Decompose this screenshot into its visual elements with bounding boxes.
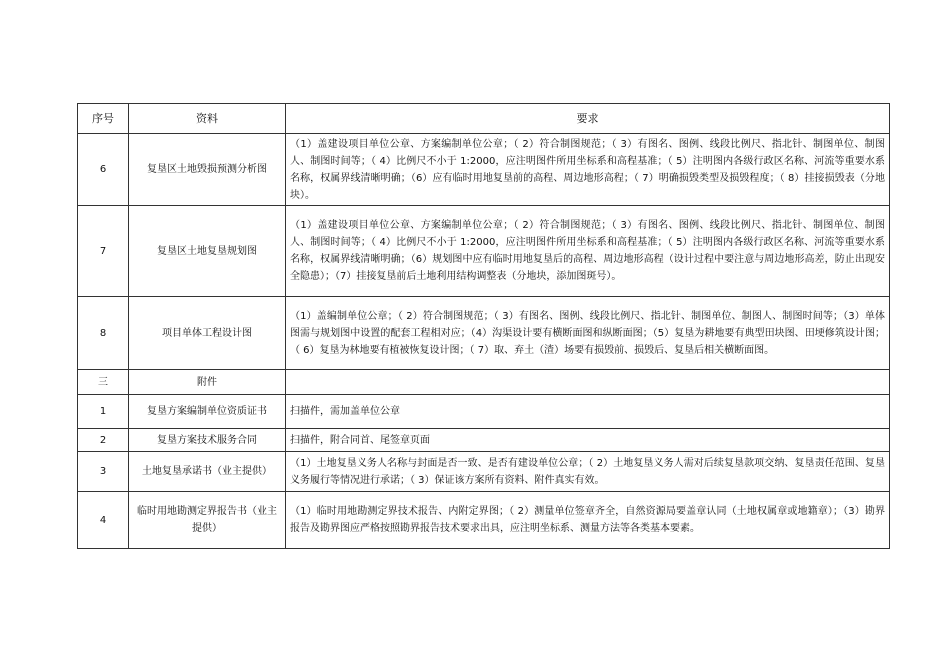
row-name-text: 复垦方案编制单位资质证书 [147,406,267,417]
row-name [129,452,286,492]
row-requirement [286,492,890,549]
table-header-row [78,104,890,134]
row-requirement-text: 扫描件，需加盖单位公章 [290,406,400,417]
row-name [129,297,286,370]
row-no: 2 [78,429,129,452]
row-name-text: 复垦区土地毁损预测分析图 [147,164,267,175]
row-no: 8 [78,297,129,370]
table-row [78,206,890,297]
row-no: 1 [78,395,129,429]
row-no: 7 [78,206,129,297]
row-no: 4 [78,492,129,549]
row-no: 6 [78,134,129,206]
row-requirement [286,134,890,206]
row-name-text: 土地复垦承诺书（业主提供） [142,466,272,477]
row-requirement-text: （1）临时用地勘测定界技术报告、内附定界图；（ 2）测量单位签章齐全，自然资源局要盖章认同（土地权属章或地籍章）；（3）勘界报告及勘界图应严格按照勘界报告技术要求出具，应注明坐标系、测量方法等各类基本要素。 [290,506,885,534]
section-row [78,370,890,395]
table-row [78,134,890,206]
row-name-text: 项目单体工程设计图 [162,327,252,339]
row-requirement-text: （1）盖建设项目单位公章、方案编制单位公章；（ 2）符合制图规范；（ 3）有图名、图例、线段比例尺、指北针、制图单位、制图人、制图时间等；（ 4）比例尺不小于 1:2000，应注明图件所用坐标系和高程基准；（ 5）注明图内各级行政区名称、河流等重要水系名称，权属界线清晰明确；（6）规划图中应有临时用地复垦后的高程、周边地形高程（设计过程中要注意与周边地形高差，防止出现安全隐患）；（7）挂接复垦前后土地利用结构调整表（分地块，添加图斑号）。 [290,220,885,282]
table-row [78,452,890,492]
section-name: 附件 [129,370,286,395]
row-requirement [286,429,890,452]
row-requirement-text: （1）盖建设项目单位公章、方案编制单位公章；（ 2）符合制图规范；（ 3）有图名、图例、线段比例尺、指北针、制图单位、制图人、制图时间等；（ 4）比例尺不小于 1:2000，应注明图件所用坐标系和高程基准；（ 5）注明图内各级行政区名称、河流等重要水系名称，权属界线清晰明确；（6）应有临时用地复垦前的高程、周边地形高程；（ 7）明确损毁类型及损毁程度；（ 8）挂接损毁表（分地块）。 [290,138,885,201]
row-requirement-text: （1）盖编制单位公章；（ 2）符合制图规范；（ 3）有图名、图例、线段比例尺、指北针、制图单位、制图人、制图时间等；（3）单体图需与规划图中设置的配套工程相对应；（4）沟渠设计要有横断面图和纵断面图；（5）复垦为耕地要有典型田块图、田埂修筑设计图；（ 6）复垦为林地要有植被恢复设计图；（ 7）取、弃土（渣）场要有损毁前、损毁后、复垦后相关横断面图。 [290,310,885,356]
row-requirement [286,452,890,492]
requirements-table [77,103,890,549]
table-row [78,297,890,370]
table-row [78,429,890,452]
row-requirement-text: 扫描件，附合同首、尾签章页面 [290,434,430,446]
row-requirement [286,395,890,429]
table-row [78,395,890,429]
row-name [129,206,286,297]
row-name [129,395,286,429]
section-no: 三 [78,370,129,395]
row-requirement [286,297,890,370]
header-name: 资料 [129,104,286,134]
table-row [78,492,890,549]
row-no: 3 [78,452,129,492]
row-name [129,492,286,549]
header-no: 序号 [78,104,129,134]
row-name [129,429,286,452]
row-requirement [286,206,890,297]
row-requirement-text: （1）土地复垦义务人名称与封面是否一致、是否有建设单位公章；（ 2）土地复垦义务人需对后续复垦款项交纳、复垦责任范围、复垦义务履行等情况进行承诺；（ 3）保证该方案所有资料、附件真实有效。 [290,457,885,486]
row-name-text: 复垦方案技术服务合同 [157,434,257,446]
row-name-text: 复垦区土地复垦规划图 [157,245,257,257]
section-requirement [286,370,890,395]
row-name-text: 临时用地勘测定界报告书（业主提供） [137,506,277,534]
header-requirement: 要求 [286,104,890,134]
row-name [129,134,286,206]
